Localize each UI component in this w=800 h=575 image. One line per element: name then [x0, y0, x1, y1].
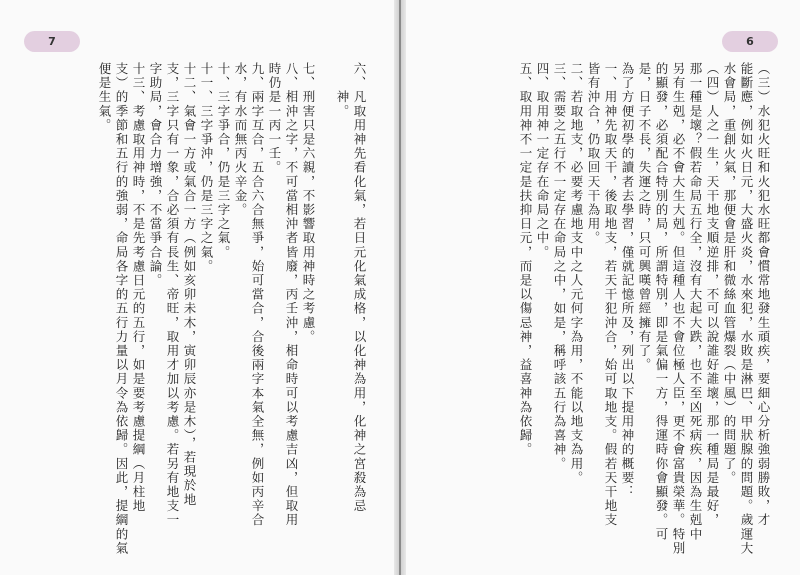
book-gutter: [394, 0, 406, 575]
text-column: 水，有水而無丙火辛金。: [233, 62, 248, 218]
text-column: 那一種是壞？假若命局五行全，沒有大起大跌，也不至凶死病疾，因為生剋中: [688, 62, 703, 542]
text-column: 支）的季節和五行的強弱，命局各字的五行力量以月令為依歸。因此，提綱的氣: [114, 62, 129, 556]
text-column: 三、需要之五行不一定存在命局之中，如是，稱呼該五行為喜神。: [552, 62, 567, 471]
text-column: 皆有沖合，仍取回天干為用。: [586, 62, 601, 246]
text-column: 為了方便初學的讀者去學習，僅就記憶所及，列出以下提用神的概要：: [620, 62, 635, 500]
left-page-text: [96, 62, 368, 567]
text-column: 十二、氣會一方或氣合一方（例如亥卯未木，寅卯辰亦是木），若現於地: [182, 62, 197, 507]
page-number-left: 7: [24, 31, 80, 52]
text-column: 便是生氣。: [97, 62, 112, 133]
text-column: 九、兩字互合，五合六合無爭，始可當合，合後兩字本氣全無，例如丙辛合: [250, 62, 265, 528]
text-column: 能斷應，例如火日元，大盛火炎，水來犯，水敗是淋巴、甲狀腺的問題。歲運大: [739, 62, 754, 556]
text-column: 的顯發，必須配合特別的局，所謂特別，即是氣偏一方，得運時你會顯發。可: [654, 62, 669, 542]
right-page: [406, 0, 800, 575]
text-column: 四、取用神一定存在命局之中。: [535, 62, 550, 260]
text-column: 一、用神先取天干，後取地支，若天干犯沖合，始可取地支。假若天干地支: [603, 62, 618, 528]
text-column: 支，三字只有一象，合必須有長生、帝旺，取用才加以考慮。若另有地支一: [165, 62, 180, 528]
text-column: 十、三字爭合，仍是三字之氣。: [216, 62, 231, 260]
text-column: 七、刑害只是六親，不影響取用神時之考慮。: [301, 62, 316, 344]
text-column: 二、若取地支，必要考慮地支中之人元何字為用，不能以地支為用。: [569, 62, 584, 485]
right-page-text: [517, 62, 772, 567]
text-column: 五、取用神不一定是扶抑日元，而是以傷忌神，益喜神為依歸。: [518, 62, 533, 457]
text-column: 神。: [335, 62, 350, 119]
text-column: （三）水犯火旺和火犯水旺都會慣常地發生頑疾，要細心分析強弱勝敗，才: [756, 62, 771, 528]
text-column: 是，日子不長，失運之時，只可興嘆曾經擁有了。: [637, 62, 652, 373]
text-column: （四）人之一生，天干地支順逆排，不可以說誰好誰壞，那一種局是最好，: [705, 62, 720, 528]
page-number-right: 6: [722, 31, 778, 52]
text-column: 時仍是一丙一壬。: [267, 62, 282, 175]
text-column: 十一、三字爭沖，仍是三字之氣。: [199, 62, 214, 274]
text-column: 八、相沖之字，不可當相沖者皆廢，丙壬沖，相命時可以考慮吉凶，但取用: [284, 62, 299, 528]
text-column: 六、凡取用神先看化氣，若日元化氣成格，以化神為用，化神之宮殺為忌: [352, 62, 367, 514]
text-column: 十三、考慮取用神時，不是先考慮日元的五行，如是要考慮提綱（月柱地: [131, 62, 146, 514]
text-column: 水會局，重創火氣，那便會是肝和微絲血管爆裂（中風）的問題了。: [722, 62, 737, 485]
left-page: [0, 0, 394, 575]
text-column: 字助局，會合力增強，不當爭合論。: [148, 62, 163, 288]
text-column: 另有生剋，必不會大生大剋。但這種人也不會位極人臣，更不會富貴榮華。特別: [671, 62, 686, 556]
